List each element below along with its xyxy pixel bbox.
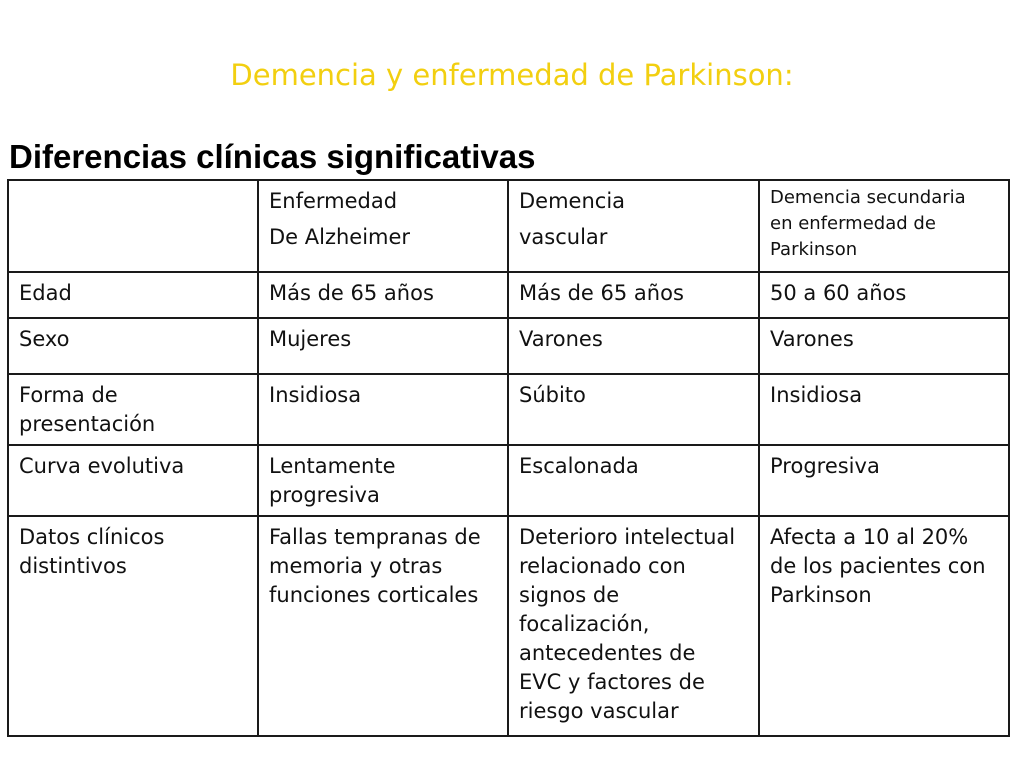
table-row	[8, 374, 1009, 445]
table-row	[8, 272, 1009, 318]
header-cell-vascular: Demencia vascular	[508, 180, 759, 272]
table-cell: Súbito	[508, 374, 759, 445]
row-label: Edad	[8, 272, 258, 318]
header-cell-alzheimer: Enfermedad De Alzheimer	[258, 180, 508, 272]
table-row	[8, 318, 1009, 374]
table-cell: Más de 65 años	[258, 272, 508, 318]
table-cell: Escalonada	[508, 445, 759, 516]
table-cell: Progresiva	[759, 445, 1009, 516]
header-cell-parkinson: Demencia secundaria en enfermedad de Parkinson	[759, 180, 1009, 272]
slide-subtitle: Diferencias clínicas significativas	[9, 138, 536, 175]
table-header-row	[8, 180, 1009, 272]
slide-title: Demencia y enfermedad de Parkinson:	[230, 58, 794, 92]
row-label: Sexo	[8, 318, 258, 374]
table-cell: Afecta a 10 al 20% de los pacientes con Parkinson	[759, 516, 1009, 736]
row-label: Forma de presentación	[8, 374, 258, 445]
table-cell: Insidiosa	[258, 374, 508, 445]
table-cell: Mujeres	[258, 318, 508, 374]
table-cell: Varones	[508, 318, 759, 374]
row-label: Curva evolutiva	[8, 445, 258, 516]
table-cell: Insidiosa	[759, 374, 1009, 445]
table-row	[8, 445, 1009, 516]
table-cell: Más de 65 años	[508, 272, 759, 318]
table-cell: Deterioro intelectual relacionado con signos de focalización, antecedentes de EVC y factores de riesgo vascular	[508, 516, 759, 736]
table-cell: 50 a 60 años	[759, 272, 1009, 318]
table-row	[8, 516, 1009, 736]
table-cell: Lentamente progresiva	[258, 445, 508, 516]
table-cell: Fallas tempranas de memoria y otras funciones corticales	[258, 516, 508, 736]
table-cell: Varones	[759, 318, 1009, 374]
header-cell-empty	[8, 180, 258, 272]
row-label: Datos clínicos distintivos	[8, 516, 258, 736]
comparison-table	[7, 179, 1010, 737]
